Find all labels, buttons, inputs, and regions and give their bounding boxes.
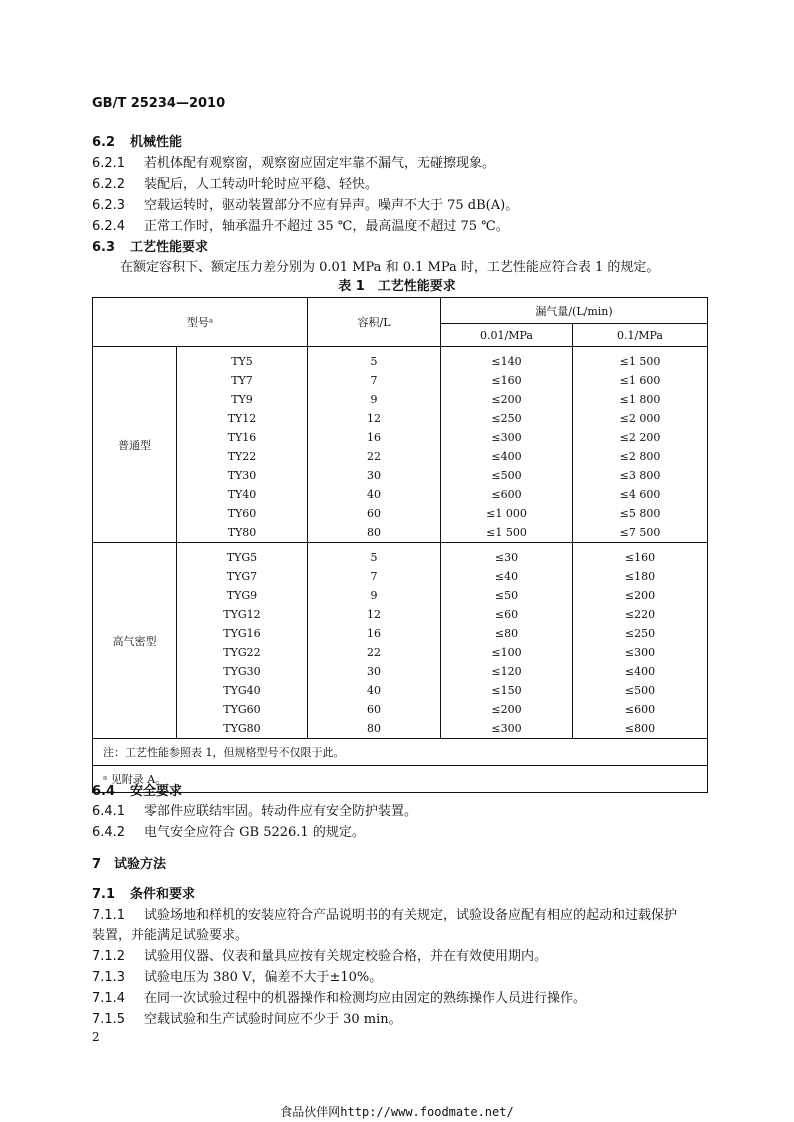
table-cell: 7: [370, 570, 378, 583]
section-6-4-heading: [92, 785, 182, 798]
table-cell: TYG40: [223, 684, 261, 697]
table-cell: ≤600: [491, 488, 522, 501]
clause-text: 装配后，人工转动叶轮时应平稳、轻快。: [144, 177, 379, 192]
clause-6-2-4: [92, 220, 509, 233]
table-cell: TY16: [227, 431, 257, 444]
table-group-row: [93, 543, 708, 739]
clause-6-4-1: [92, 805, 417, 818]
header-volume: 容积/L: [308, 298, 441, 347]
section-number: 7: [92, 857, 102, 872]
clause-7-1-3: [92, 971, 382, 984]
table-cell: ≤2 800: [619, 450, 661, 463]
table-cell: 22: [367, 450, 381, 463]
section-number: 6.4: [92, 784, 116, 799]
leak-01-column: [573, 347, 708, 543]
header-model: 型号ᵃ: [93, 298, 308, 347]
clause-number: 6.2.4: [92, 219, 126, 234]
clause-number: 6.2.3: [92, 198, 126, 213]
table-cell: ≤200: [491, 393, 522, 406]
model-column: [177, 347, 308, 543]
table-title: 表 1 工艺性能要求: [338, 279, 456, 294]
clause-text: 试验电压为 380 V，偏差不大于±10%。: [144, 970, 383, 985]
table-cell: 9: [370, 589, 378, 602]
clause-number: 7.1.3: [92, 970, 126, 985]
table-cell: TYG9: [226, 589, 258, 602]
table-cell: 22: [367, 646, 381, 659]
clause-6-2-1: [92, 157, 495, 170]
table-cell: ≤200: [491, 703, 522, 716]
section-7-heading: [92, 858, 166, 871]
table-cell: 16: [367, 627, 381, 640]
section-6-2-heading: [92, 136, 182, 149]
clause-text: 试验用仪器、仪表和量具应按有关规定校验合格，并在有效使用期内。: [144, 949, 548, 964]
table-footnote: ᵃ 见附录 A。: [93, 766, 708, 793]
table-cell: ≤300: [491, 722, 522, 735]
clause-text: 若机体配有观察窗，观察窗应固定牢靠不漏气，无碰擦现象。: [144, 156, 496, 171]
table-cell: ≤160: [491, 374, 522, 387]
table-cell: ≤140: [491, 355, 522, 368]
clause-7-1-4: [92, 992, 586, 1005]
table-cell: ≤400: [491, 450, 522, 463]
table-cell: ≤1 500: [619, 355, 661, 368]
table-cell: ≤400: [624, 665, 656, 678]
table-cell: ≤50: [494, 589, 519, 602]
clause-number: 7.1.5: [92, 1012, 126, 1027]
clause-number: 6.2.2: [92, 177, 126, 192]
clause-number: 7.1.2: [92, 949, 126, 964]
clause-text: 在同一次试验过程中的机器操作和检测均应由固定的熟练操作人员进行操作。: [144, 991, 587, 1006]
table-cell: ≤7 500: [619, 526, 661, 539]
table-cell: TY12: [227, 412, 257, 425]
table-cell: ≤40: [494, 570, 519, 583]
table-group-row: [93, 347, 708, 543]
table-cell: ≤3 800: [619, 469, 661, 482]
clause-number: 7.1.4: [92, 991, 126, 1006]
section-title: 安全要求: [130, 784, 183, 799]
clause-7-1-5: [92, 1013, 402, 1026]
table-cell: ≤4 600: [619, 488, 661, 501]
clause-6-2-2: [92, 178, 378, 191]
page-number: 2: [92, 1030, 100, 1044]
table-cell: TYG16: [223, 627, 261, 640]
process-performance-table: [92, 297, 708, 793]
group-label: 高气密型: [93, 543, 177, 739]
table-cell: ≤1 500: [486, 526, 527, 539]
table-cell: TYG80: [223, 722, 261, 735]
table-cell: ≤160: [624, 551, 656, 564]
table-cell: 30: [367, 665, 381, 678]
table-cell: 40: [367, 488, 381, 501]
section-7-1-heading: [92, 888, 195, 901]
clause-7-1-2: [92, 950, 547, 963]
table-cell: 60: [367, 703, 381, 716]
volume-column: [308, 543, 441, 739]
table-cell: TY60: [227, 507, 257, 520]
leak-001-column: [441, 543, 573, 739]
table-cell: ≤2 000: [619, 412, 661, 425]
table-cell: TYG7: [226, 570, 258, 583]
table-cell: ≤150: [491, 684, 522, 697]
clause-text: 试验场地和样机的安装应符合产品说明书的有关规定，试验设备应配有相应的起动和过载保护: [144, 908, 678, 923]
table-cell: TYG12: [223, 608, 261, 621]
table-cell: ≤100: [491, 646, 522, 659]
clause-number: 6.4.1: [92, 804, 126, 819]
table-cell: ≤300: [624, 646, 656, 659]
table-cell: TYG30: [223, 665, 261, 678]
header-pressure-01: 0.1/MPa: [573, 324, 708, 347]
table-cell: 80: [367, 526, 381, 539]
clause-7-1-1: [92, 909, 677, 922]
table-cell: TY40: [227, 488, 257, 501]
section-number: 7.1: [92, 887, 116, 902]
table-cell: ≤2 200: [619, 431, 661, 444]
table-cell: TY30: [227, 469, 257, 482]
table-cell: ≤60: [494, 608, 519, 621]
header-pressure-001: 0.01/MPa: [441, 324, 573, 347]
table-cell: 7: [370, 374, 378, 387]
clause-text: 空载运转时，驱动装置部分不应有异声。噪声不大于 75 dB(A)。: [144, 198, 519, 213]
section-title: 试验方法: [114, 857, 167, 872]
table-cell: 16: [367, 431, 381, 444]
table-cell: 30: [367, 469, 381, 482]
table-cell: 12: [367, 608, 381, 621]
section-number: 6.2: [92, 135, 116, 150]
section-6-3-intro: 在额定容积下、额定压力差分别为 0.01 MPa 和 0.1 MPa 时，工艺性能应符合表 1 的规定。: [120, 260, 660, 275]
leak-01-column: [573, 543, 708, 739]
clause-text: 空载试验和生产试验时间应不少于 30 min。: [144, 1012, 402, 1027]
table-cell: ≤600: [624, 703, 656, 716]
model-column: [177, 543, 308, 739]
header-leak: 漏气量/(L/min): [441, 298, 708, 324]
table-cell: TY9: [231, 393, 253, 406]
standard-code: GB/T 25234—2010: [92, 96, 226, 111]
section-title: 机械性能: [130, 135, 183, 150]
section-number: 6.3: [92, 240, 116, 255]
clause-number: 6.2.1: [92, 156, 126, 171]
table-cell: ≤80: [494, 627, 519, 640]
table-cell: TY80: [227, 526, 257, 539]
table-cell: TY22: [227, 450, 257, 463]
table-cell: ≤300: [491, 431, 522, 444]
clause-6-2-3: [92, 199, 518, 212]
clause-text: 电气安全应符合 GB 5226.1 的规定。: [144, 825, 365, 840]
table-cell: ≤120: [491, 665, 522, 678]
clause-7-1-1-continued: 装置，并能满足试验要求。: [92, 928, 249, 943]
footer-site: 食品伙伴网http://www.foodmate.net/: [280, 1105, 514, 1119]
table-cell: ≤5 800: [619, 507, 661, 520]
leak-001-column: [441, 347, 573, 543]
table-cell: ≤1 800: [619, 393, 661, 406]
volume-column: [308, 347, 441, 543]
table-cell: 80: [367, 722, 381, 735]
clause-text: 零部件应联结牢固。转动件应有安全防护装置。: [144, 804, 418, 819]
clause-6-4-2: [92, 826, 365, 839]
clause-number: 7.1.1: [92, 908, 126, 923]
table-cell: ≤250: [624, 627, 656, 640]
table-cell: ≤180: [624, 570, 656, 583]
table-cell: ≤220: [624, 608, 656, 621]
table-cell: ≤30: [494, 551, 519, 564]
section-title: 工艺性能要求: [130, 240, 209, 255]
table-cell: TY5: [231, 355, 253, 368]
table-cell: ≤500: [491, 469, 522, 482]
clause-number: 6.4.2: [92, 825, 126, 840]
table-note: 注：工艺性能参照表 1，但规格型号不仅限于此。: [93, 739, 708, 766]
clause-text: 正常工作时，轴承温升不超过 35 ℃，最高温度不超过 75 ℃。: [144, 219, 509, 234]
table-cell: ≤1 600: [619, 374, 661, 387]
table-cell: 60: [367, 507, 381, 520]
table-cell: ≤200: [624, 589, 656, 602]
table-cell: 12: [367, 412, 381, 425]
table-cell: TYG5: [226, 551, 258, 564]
table-cell: TYG22: [223, 646, 261, 659]
table-cell: ≤500: [624, 684, 656, 697]
section-title: 条件和要求: [130, 887, 196, 902]
group-label: 普通型: [93, 347, 177, 543]
table-cell: ≤800: [624, 722, 656, 735]
table-cell: 40: [367, 684, 381, 697]
table-cell: TYG60: [223, 703, 261, 716]
table-cell: 5: [370, 355, 378, 368]
table-cell: 5: [370, 551, 378, 564]
table-cell: TY7: [231, 374, 253, 387]
table-cell: ≤250: [491, 412, 522, 425]
section-6-3-heading: [92, 241, 208, 254]
table-cell: 9: [370, 393, 378, 406]
table-cell: ≤1 000: [486, 507, 527, 520]
